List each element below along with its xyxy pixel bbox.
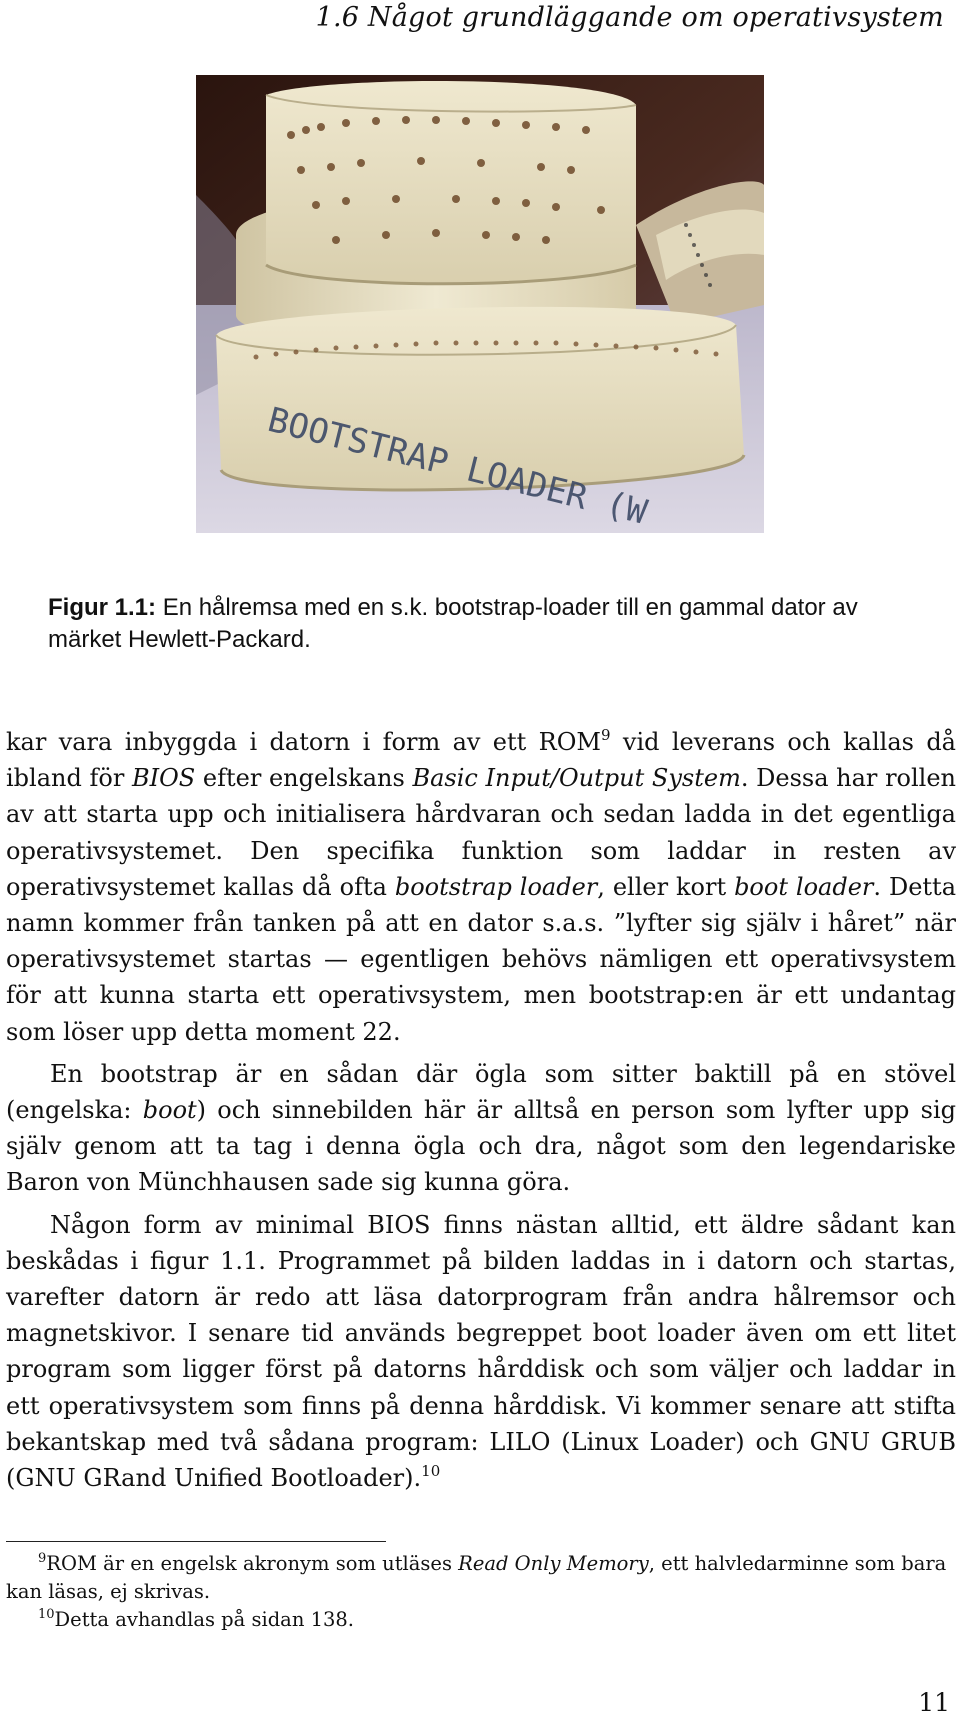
footnote-ref-9[interactable]: 9	[600, 726, 611, 744]
paragraph-text: ) och sinnebilden här är alltså en person som lyfter upp sig själv genom att ta tag i denna ögla och dra, något som den legendariske Baron von Münchhausen sade sig kunna göra.	[6, 1096, 956, 1197]
term-bootstrap-loader: bootstrap loader	[394, 872, 598, 901]
handwritten-label: BOOTSTRAP LOADER (W	[263, 399, 651, 533]
paragraph-text: En bootstrap är en sådan där ögla som sitter baktill på en stövel (engelska:	[6, 1059, 956, 1125]
body-text	[6, 724, 956, 1496]
paragraph-1	[6, 724, 956, 1050]
paragraph-text: vid leverans och kallas då ibland för	[6, 728, 956, 793]
term-boot: boot	[142, 1096, 197, 1125]
footnote-text: ROM är en engelsk akronym som utläses	[46, 1552, 459, 1575]
footnote-9	[6, 1550, 956, 1606]
term-bios: BIOS	[131, 764, 196, 793]
figure-caption	[48, 592, 918, 656]
paper-tape-photo	[196, 75, 764, 533]
chapter-section-title: 1.6 Något grundläggande om operativsystem	[315, 2, 944, 33]
footnote-text: Detta avhandlas på sidan 138.	[54, 1608, 354, 1631]
footnote-term: Read Only Memory	[458, 1552, 649, 1575]
paragraph-text: . Detta namn kommer från tanken på att en dator s.a.s. ”lyfter sig själv i håret” när operativsystemet startas — egentligen behövs nämligen ett operativsystem för att kunna starta ett operativsystem, men bootstrap:en är ett undantag som löser upp detta moment 22.	[6, 872, 956, 1046]
footnote-10	[6, 1606, 956, 1634]
footnote-text: , ett halvledarminne som bara kan läsas, ej skrivas.	[6, 1552, 947, 1603]
figure-photo	[196, 75, 764, 533]
page-number: 11	[918, 1688, 950, 1717]
figure-caption-text: En hålremsa med en s.k. bootstrap-loader till en gammal dator av märket Hewlett-Packard.	[48, 594, 858, 653]
footnotes	[6, 1550, 956, 1634]
paragraph-text: . Dessa har rollen av att starta upp och initialisera hårdvaran och sedan ladda in det egentliga operativsystemet. Den specifika funktion som laddar in resten av operativsystemet kallas då ofta	[6, 764, 957, 901]
running-head	[0, 0, 960, 40]
paragraph-text: Någon form av minimal BIOS finns nästan alltid, ett äldre sådant kan beskådas i figur 1.1. Programmet på bilden laddas in i datorn och startas, varefter datorn är redo att läsa datorprogram från andra hålremsor och magnetskivor. I senare tid används begreppet boot loader även om ett litet program som ligger först på datorns hårddisk och som väljer och laddar in ett operativsystem som finns på denna hårddisk. Vi kommer senare att stifta bekantskap med två sådana program: LILO (Linux Loader) och GNU GRUB (GNU GRand Unified Bootloader).	[6, 1210, 956, 1493]
paragraph-3	[6, 1207, 956, 1497]
paragraph-text: kar vara inbyggda i datorn i form av ett ROM	[6, 728, 601, 756]
term-basic-io: Basic Input/Output System	[412, 764, 741, 793]
footnote-number: 9	[38, 1551, 47, 1566]
term-boot-loader: boot loader	[734, 872, 874, 901]
footnote-ref-10[interactable]: 10	[421, 1462, 441, 1481]
paragraph-text: , eller kort	[597, 872, 735, 901]
figure-caption-label: Figur 1.1:	[48, 594, 157, 621]
paragraph-2	[6, 1056, 956, 1201]
footnote-number: 10	[38, 1607, 55, 1622]
footnote-divider	[6, 1541, 386, 1542]
paragraph-text: efter engelskans	[195, 764, 413, 793]
